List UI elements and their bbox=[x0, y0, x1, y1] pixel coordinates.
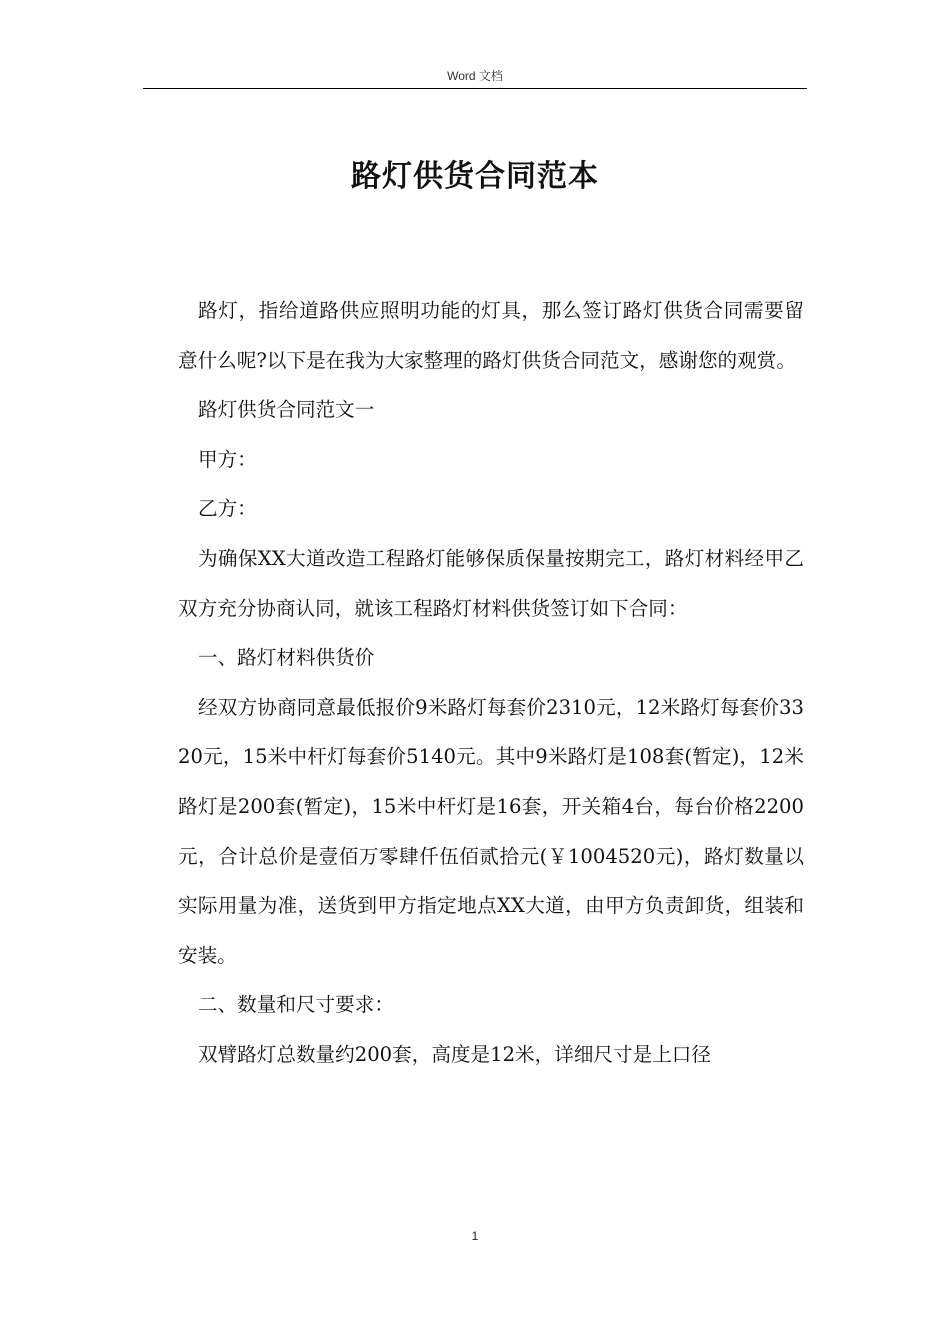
page-header bbox=[143, 66, 807, 89]
paragraph-section-1-heading: 一、路灯材料供货价 bbox=[198, 646, 375, 670]
paragraph-purpose: 为确保XX大道改造工程路灯能够保质保量按期完工，路灯材料经甲乙双方充分协商认同，就该工程路灯材料供货签订如下合同： bbox=[178, 546, 804, 620]
paragraph-intro: 路灯，指给道路供应照明功能的灯具，那么签订路灯供货合同需要留意什么呢?以下是在我为大家整理的路灯供货合同范文，感谢您的观赏。 bbox=[178, 299, 804, 372]
document-title: 路灯供货合同范本 bbox=[351, 159, 599, 194]
paragraph-section-1-body: 经双方协商同意最低报价9米路灯每套价2310元，12米路灯每套价3320元，15米中杆灯每套价5140元。其中9米路灯是108套(暂定)，12米路灯是200套(暂定)，15米中杆灯是16套，开关箱4台，每台价格2200元，合计总价是壹佰万零肆仟伍佰贰拾元(￥1004520元)，路灯数量以实际用量为准，送货到甲方指定地点XX大道，由甲方负责卸货，组装和安装。 bbox=[178, 695, 804, 967]
paragraph-party-a: 甲方： bbox=[198, 447, 257, 471]
paragraph-party-b: 乙方： bbox=[198, 497, 257, 521]
paragraph-section-2-heading: 二、数量和尺寸要求： bbox=[198, 993, 394, 1017]
paragraph-contract-heading: 路灯供货合同范文一 bbox=[198, 398, 375, 422]
page-number: 1 bbox=[471, 1229, 479, 1243]
document-body bbox=[178, 286, 804, 1080]
header-text: Word 文档 bbox=[447, 69, 503, 83]
paragraph-section-2-body: 双臂路灯总数量约200套，高度是12米，详细尺寸是上口径 bbox=[198, 1042, 711, 1066]
